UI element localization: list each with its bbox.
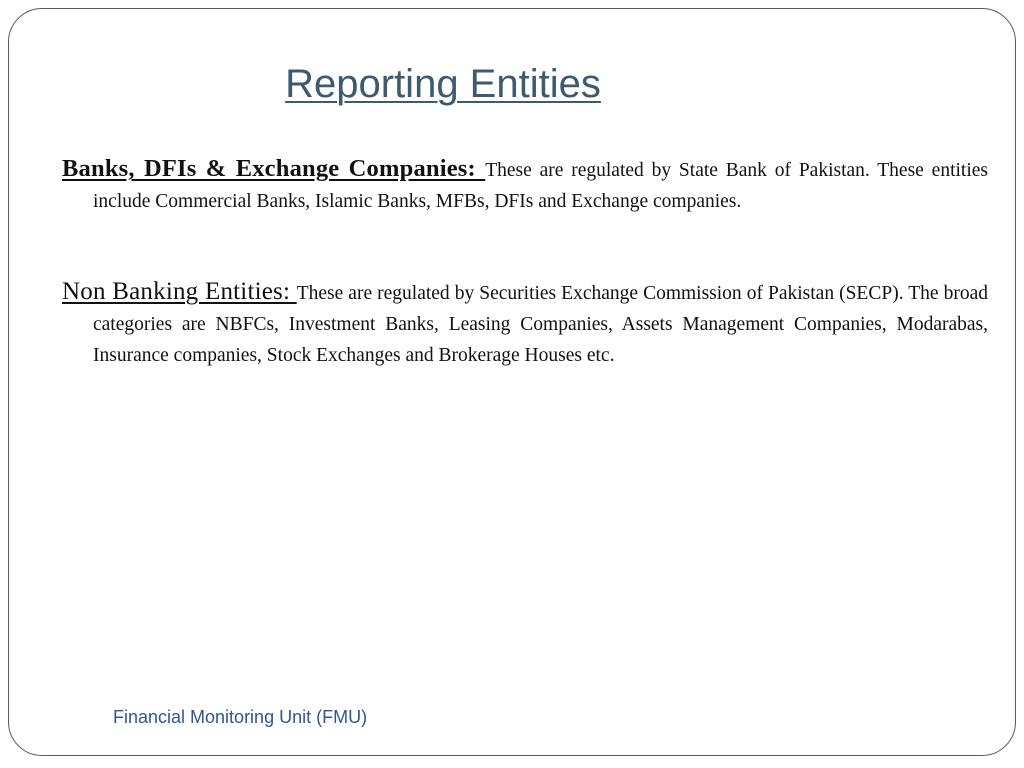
entry-non-banking [62, 276, 988, 371]
entry-body-non-banking: These are regulated by Securities Exchange Commission of Pakistan (SECP). The broad categories are NBFCs, Investment Banks, Leasing Companies, Assets Management Companies, Modarabas, Insurance companies, Stock Exchanges and Brokerage Houses etc. [93, 283, 988, 366]
entry-banks [62, 153, 988, 217]
entry-heading-banks: Banks, DFIs & Exchange Companies: [62, 155, 486, 182]
entry-heading-non-banking: Non Banking Entities: [62, 278, 297, 305]
slide-frame [8, 8, 1016, 756]
slide-title: Reporting Entities [285, 62, 601, 106]
entry-body-banks: These are regulated by State Bank of Pakistan. These entities include Commercial Banks, Islamic Banks, MFBs, DFIs and Exchange companies. [93, 160, 988, 212]
footer-text: Financial Monitoring Unit (FMU) [113, 707, 368, 727]
